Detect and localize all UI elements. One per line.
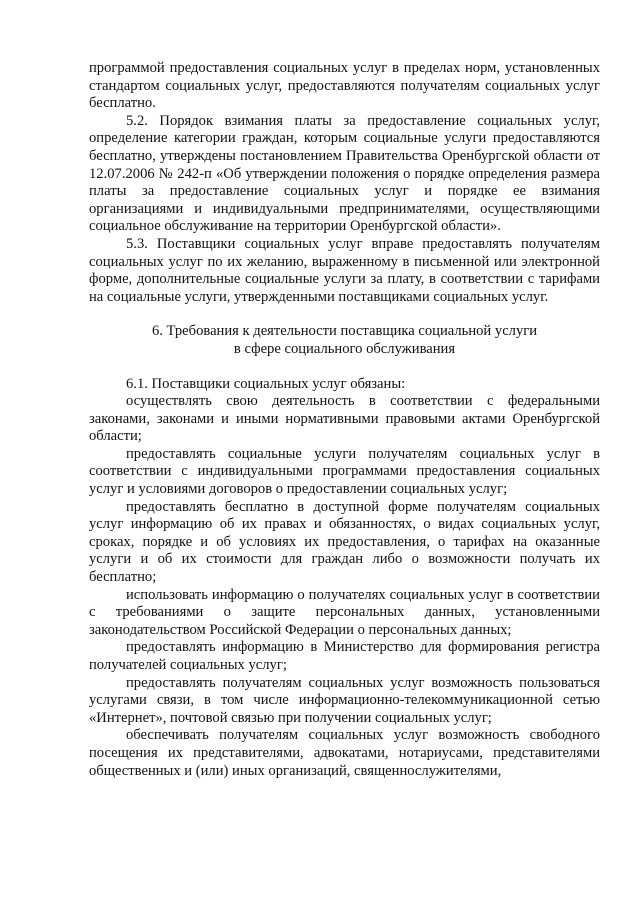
paragraph-5-2: 5.2. Порядок взимания платы за предоставление социальных услуг, определение категории граждан, которым социальные услуги предоставляются бесплатно, утверждены постановлением Правительства Оренбургской области от 12.07.2006 № 242-п «Об утверждении положения о порядке определения размера платы за предоставление социальных услуг и порядке ее взимания организациями и индивидуальными предпринимателями, осуществляющими социальное обслуживание на территории Оренбургской области».: [89, 112, 600, 235]
section-heading: [89, 323, 600, 358]
obligation-item: предоставлять получателям социальных услуг возможность пользоваться услугами связи, в том числе информационно-телекоммуникационной сетью «Интернет», почтовой связью при получении социальных услуг;: [89, 674, 600, 726]
obligation-item: обеспечивать получателям социальных услуг возможность свободного посещения их представителями, адвокатами, нотариусами, представителями общественных и (или) иных организаций, священнослужителями,: [89, 727, 600, 779]
obligation-item: предоставлять социальные услуги получателям социальных услуг в соответствии с индивидуальными программами предоставления социальных услуг и условиями договоров о предоставлении социальных услуг;: [89, 445, 600, 498]
document-page: [89, 60, 600, 780]
obligation-item: осуществлять свою деятельность в соответствии с федеральными законами, законами и иными нормативными правовыми актами Оренбургской области;: [89, 393, 600, 445]
obligation-item: предоставлять информацию в Министерство для формирования регистра получателей социальных услуг;: [89, 639, 600, 673]
obligation-item: предоставлять бесплатно в доступной форме получателям социальных услуг информацию об их правах и обязанностях, о видах социальных услуг, сроках, порядке и об условиях их предоставления, о тарифах на оказанные услуги и об их стоимости для граждан либо о возможности получать их бесплатно;: [89, 498, 600, 586]
obligation-item: использовать информацию о получателях социальных услуг в соответствии с требованиями о защите персональных данных, установленными законодательством Российской Федерации о персональных данных;: [89, 586, 600, 638]
paragraph-continuation: программой предоставления социальных услуг в пределах норм, установленных стандартом социальных услуг, предоставляются получателям социальных услуг бесплатно.: [89, 60, 600, 112]
paragraph-6-1: 6.1. Поставщики социальных услуг обязаны:: [126, 375, 406, 392]
section-heading-line-2: в сфере социального обслуживания: [233, 340, 456, 357]
section-heading-line-1: 6. Требования к деятельности поставщика социальной услуги: [151, 323, 538, 340]
paragraph-5-3: 5.3. Поставщики социальных услуг вправе предоставлять получателям социальных услуг по их желанию, выраженному в письменной или электронной форме, дополнительные социальные услуги за плату, в соответствии с тарифами на социальные услуги, утвержденными поставщиками социальных услуг.: [89, 235, 600, 305]
